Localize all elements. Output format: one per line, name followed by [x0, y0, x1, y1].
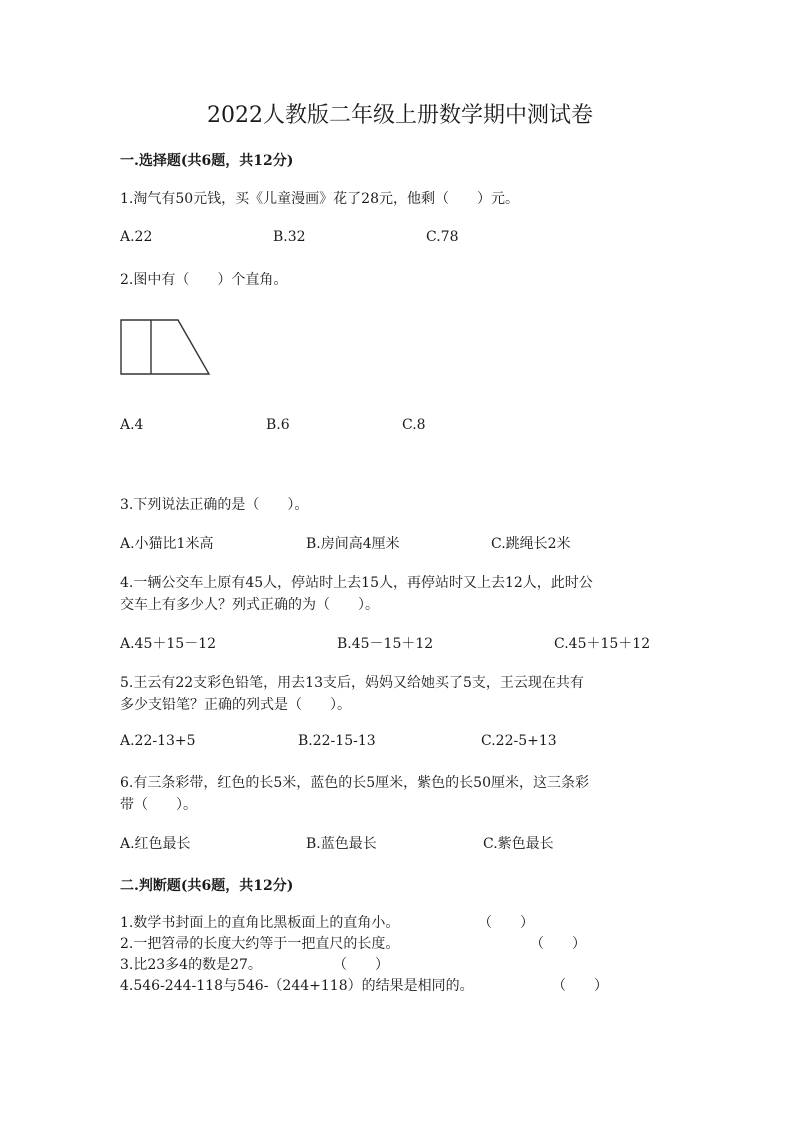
question-3: 3.下列说法正确的是（ ）。: [120, 497, 309, 513]
q6-option-a: A.红色最长: [120, 836, 191, 852]
question-1: 1.淘气有50元钱，买《儿童漫画》花了28元，他剩（ ）元。: [120, 191, 519, 207]
q1-option-b: B.32: [273, 229, 306, 245]
right-angle-figure: [120, 318, 212, 376]
q3-option-b: B.房间高4厘米: [306, 536, 400, 552]
q4-option-b: B.45－15＋12: [337, 636, 434, 652]
question-6-line-2: 带（ ）。: [120, 797, 197, 813]
judgement-item-2: 2.一把笤帚的长度大约等于一把直尺的长度。: [120, 936, 400, 952]
q4-option-a: A.45＋15－12: [120, 636, 217, 652]
section-heading-judgement: 二.判断题(共6题，共12分): [120, 878, 294, 894]
q1-option-c: C.78: [426, 229, 459, 245]
question-5-line-2: 多少支铅笔？正确的列式是（ ）。: [120, 697, 351, 713]
judgement-bracket-4: （ ）: [552, 978, 608, 994]
q6-option-c: C.紫色最长: [483, 836, 554, 852]
question-2: 2.图中有（ ）个直角。: [120, 272, 288, 288]
question-4-line-2: 交车上有多少人？列式正确的为（ ）。: [120, 597, 379, 613]
q2-option-c: C.8: [402, 417, 426, 433]
judgement-bracket-1: （ ）: [478, 915, 534, 931]
judgement-bracket-3: （ ）: [333, 957, 389, 973]
q3-option-a: A.小猫比1米高: [120, 536, 214, 552]
q5-option-b: B.22-15-13: [298, 733, 376, 749]
q5-option-a: A.22-13+5: [120, 733, 196, 749]
question-4-line-1: 4.一辆公交车上原有45人，停站时上去15人，再停站时又上去12人，此时公: [120, 575, 593, 591]
judgement-item-3: 3.比23多4的数是27。: [120, 957, 262, 973]
q2-option-b: B.6: [266, 417, 290, 433]
q6-option-b: B.蓝色最长: [306, 836, 377, 852]
judgement-item-4: 4.546-244-118与546-（244+118）的结果是相同的。: [120, 978, 474, 994]
question-6-line-1: 6.有三条彩带，红色的长5米，蓝色的长5厘米，紫色的长50厘米，这三条彩: [120, 775, 589, 791]
q5-option-c: C.22-5+13: [481, 733, 557, 749]
q4-option-c: C.45＋15＋12: [554, 636, 651, 652]
question-5-line-1: 5.王云有22支彩色铅笔，用去13支后，妈妈又给她买了5支，王云现在共有: [120, 675, 584, 691]
q1-option-a: A.22: [120, 229, 153, 245]
q3-option-c: C.跳绳长2米: [491, 536, 571, 552]
judgement-item-1: 1.数学书封面上的直角比黑板面上的直角小。: [120, 915, 400, 931]
judgement-bracket-2: （ ）: [530, 936, 586, 952]
page-title: 2022人教版二年级上册数学期中测试卷: [207, 103, 593, 128]
section-heading-choice: 一.选择题(共6题，共12分): [120, 153, 294, 169]
q2-option-a: A.4: [120, 417, 144, 433]
